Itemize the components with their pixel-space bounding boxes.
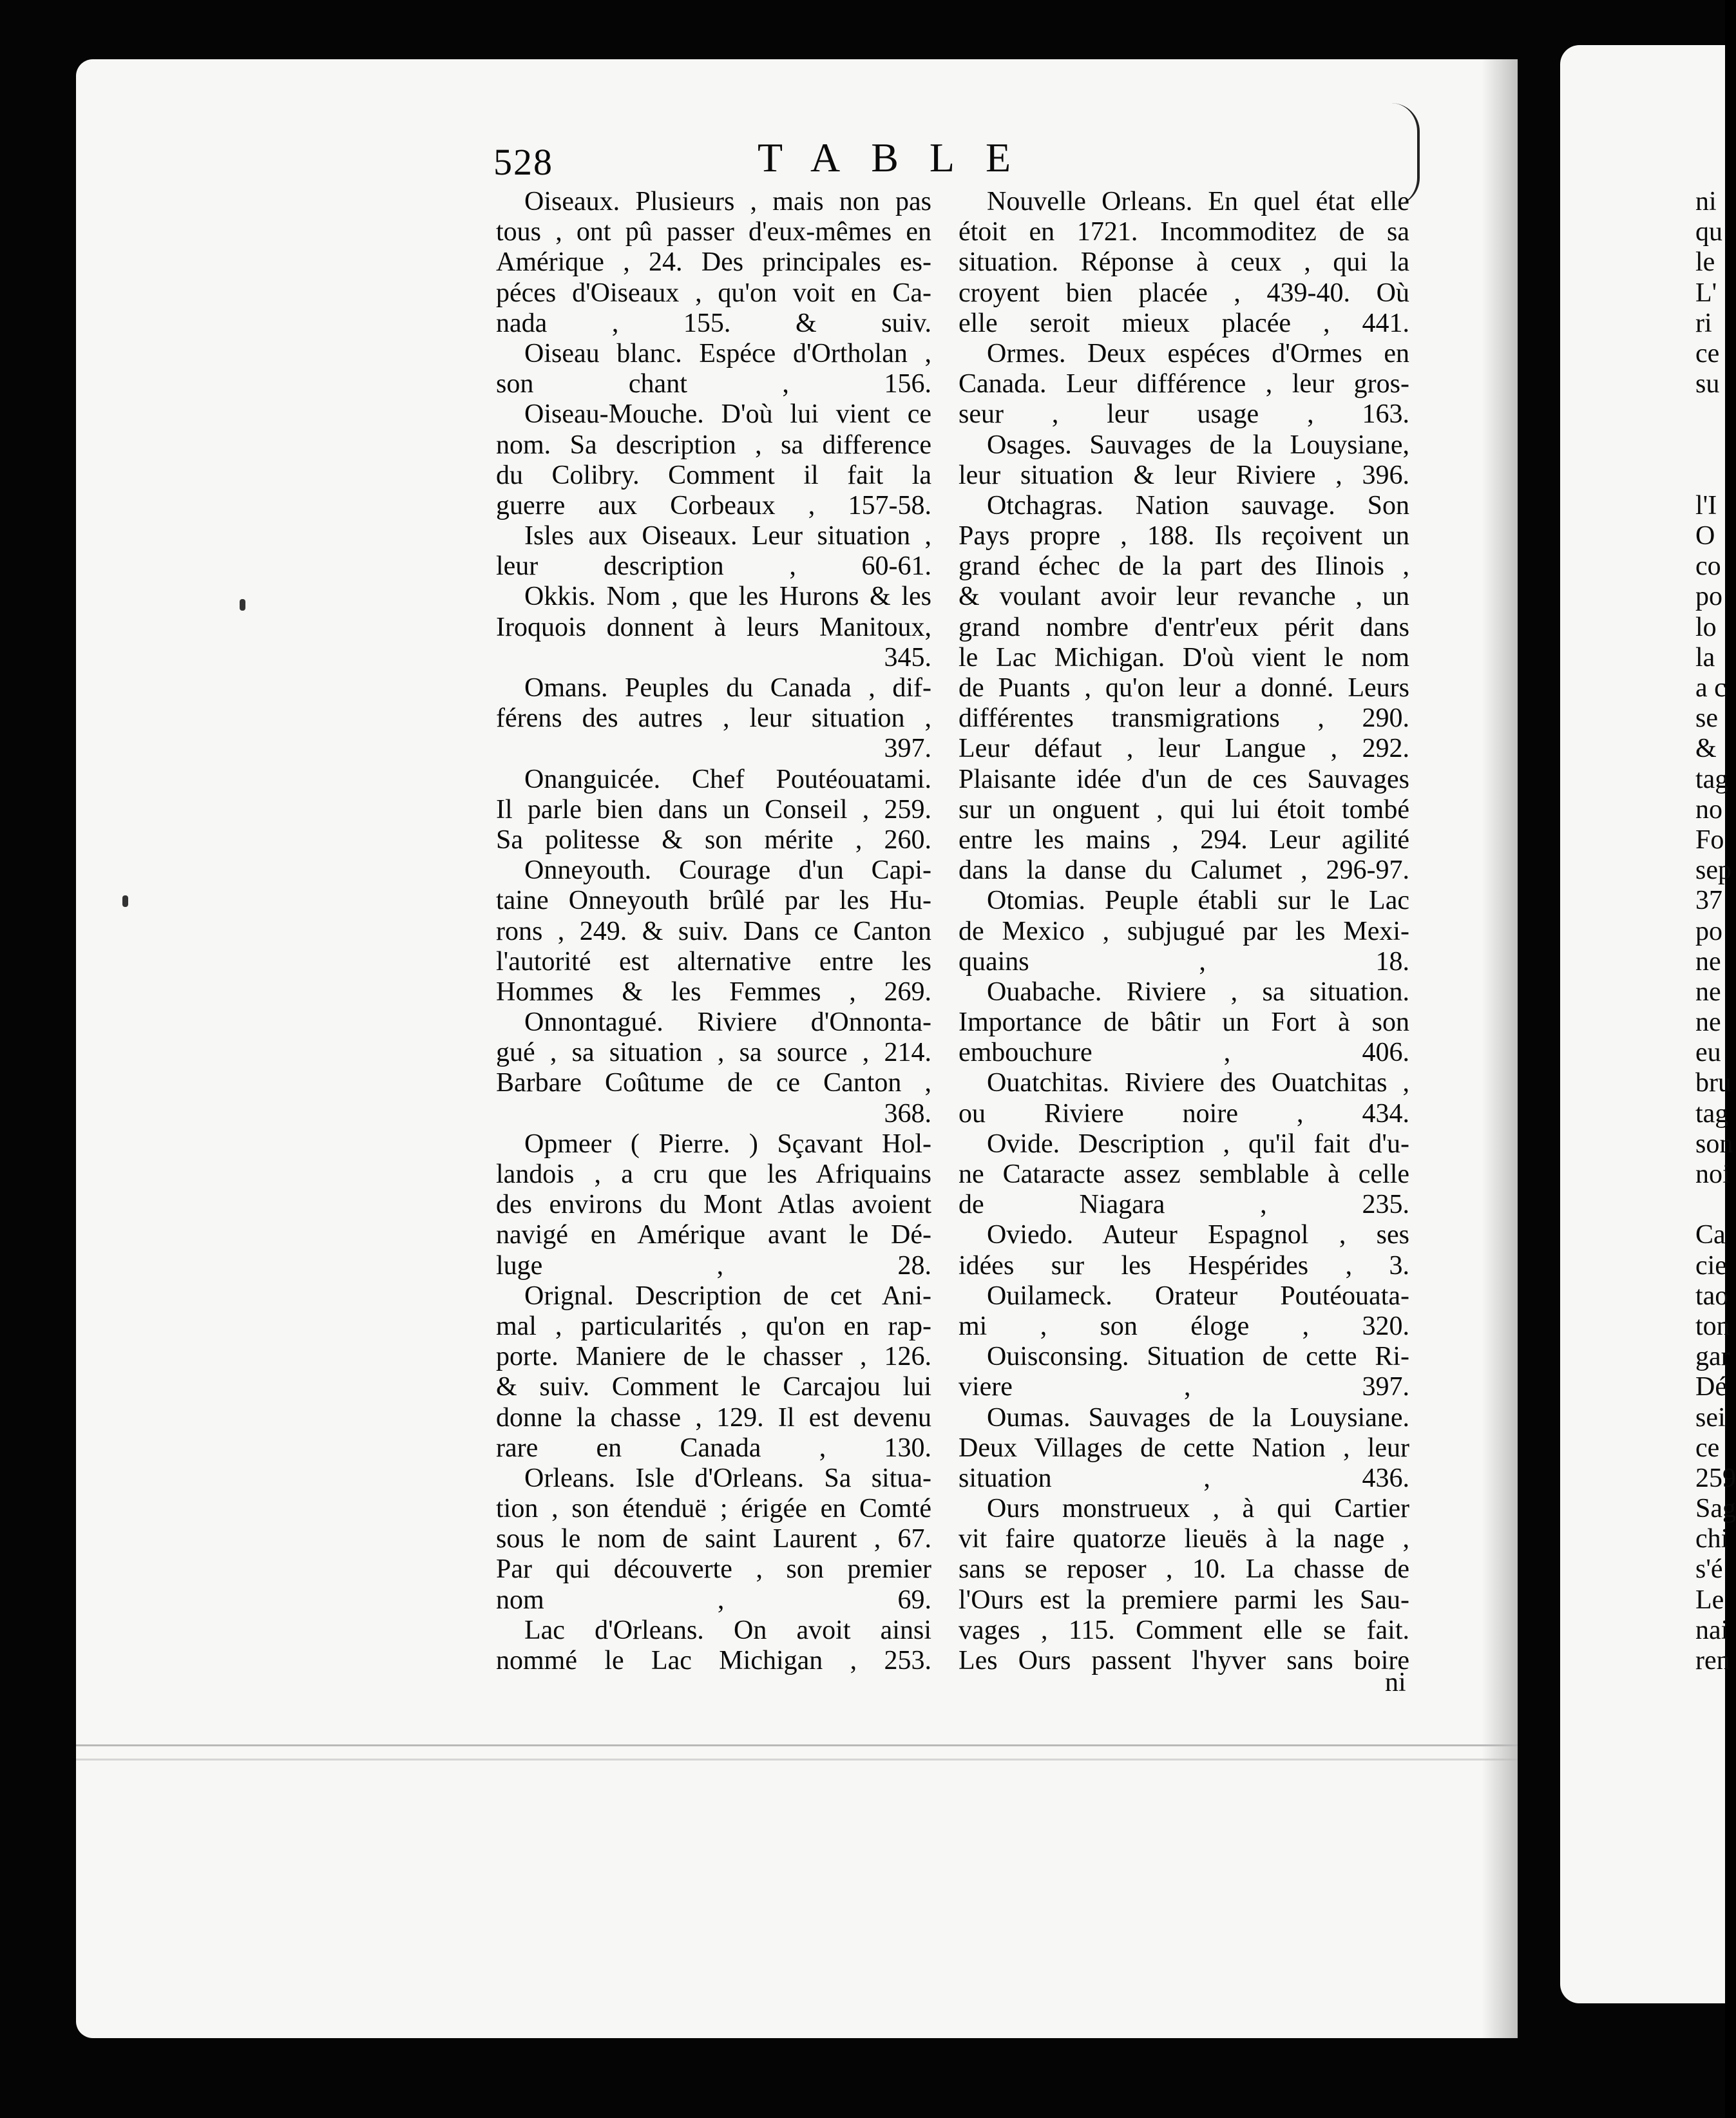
index-line: de Puants , qu'on leur a donné. Leurs	[959, 673, 1409, 703]
facing-page-fragment: lo	[1695, 612, 1717, 642]
index-line: nommé le Lac Michigan , 253.	[496, 1646, 931, 1675]
index-line: tous , ont pû passer d'eux-mêmes en	[496, 217, 931, 247]
margin-speck	[240, 599, 245, 611]
index-line: vit faire quatorze lieuës à la nage ,	[959, 1524, 1409, 1554]
index-line: Plaisante idée d'un de ces Sauvages	[959, 764, 1409, 794]
index-line: rare en Canada , 130.	[496, 1433, 931, 1463]
index-line: grand échec de la part des Ilinois ,	[959, 551, 1409, 582]
index-line: seur , leur usage , 163.	[959, 399, 1409, 430]
running-title: TABLE	[758, 135, 1042, 180]
index-line: péces d'Oiseaux , qu'on voit en Ca-	[496, 278, 931, 308]
facing-page-fragment: ri	[1695, 308, 1712, 338]
facing-page-fragment: Dé	[1695, 1372, 1727, 1402]
facing-page-fragment: po	[1695, 916, 1722, 946]
index-line: Otomias. Peuple établi sur le Lac	[987, 886, 1409, 916]
index-line: ne Cataracte assez semblable à celle	[959, 1159, 1409, 1189]
index-line: Ouatchitas. Riviere des Ouatchitas ,	[987, 1068, 1409, 1098]
index-line: Onnontagué. Riviere d'Onnonta-	[524, 1007, 931, 1038]
index-line: Oiseaux. Plusieurs , mais non pas	[524, 187, 931, 216]
index-line: situation , 436.	[959, 1463, 1409, 1493]
index-line: Ouilameck. Orateur Poutéouata-	[987, 1281, 1409, 1311]
index-line: Iroquois donnent à leurs Manitoux,	[496, 612, 931, 642]
index-line: Oviedo. Auteur Espagnol , ses	[987, 1220, 1409, 1250]
index-line: Il parle bien dans un Conseil , 259.	[496, 794, 931, 825]
index-line: de Mexico , subjugué par les Mexi-	[959, 916, 1409, 946]
index-line: Otchagras. Nation sauvage. Son	[987, 490, 1409, 520]
index-line: nom , 69.	[496, 1585, 931, 1615]
index-line: étoit en 1721. Incommoditez de sa	[959, 217, 1409, 247]
facing-page-fragment: ne	[1695, 946, 1721, 977]
facing-page-fragment: ne	[1695, 1007, 1721, 1038]
facing-page-fragment: O	[1695, 521, 1715, 551]
index-line: du Colibry. Comment il fait la	[496, 460, 931, 490]
index-line: donne la chasse , 129. Il est devenu	[496, 1402, 931, 1433]
index-line: dans la danse du Calumet , 296-97.	[959, 855, 1409, 886]
index-line: viere , 397.	[959, 1372, 1409, 1402]
index-line: Nouvelle Orleans. En quel état elle	[987, 187, 1409, 216]
index-line: Amérique , 24. Des principales es-	[496, 247, 931, 278]
index-line: Ormes. Deux espéces d'Ormes en	[987, 338, 1409, 368]
facing-page-fragment: L'	[1695, 278, 1717, 308]
facing-page-fragment: tag	[1695, 764, 1729, 794]
facing-page-fragment: chi	[1695, 1524, 1729, 1554]
index-column-left	[496, 187, 931, 1676]
index-line: idées sur les Hespérides , 3.	[959, 1250, 1409, 1281]
facing-page-fragment: sep	[1695, 855, 1731, 886]
facing-page-fragment: cie	[1695, 1250, 1727, 1281]
index-line: leur situation & leur Riviere , 396.	[959, 460, 1409, 490]
facing-page-text	[1695, 187, 1736, 1676]
facing-page-fragment: 37	[1695, 886, 1722, 916]
index-line: l'Ours est la premiere parmi les Sau-	[959, 1585, 1409, 1615]
index-line: Omans. Peuples du Canada , dif-	[524, 673, 931, 703]
index-line: quains , 18.	[959, 946, 1409, 977]
facing-page-fragment: tao	[1695, 1281, 1729, 1311]
facing-page-fragment: a c	[1695, 673, 1726, 703]
index-line: sous le nom de saint Laurent , 67.	[496, 1524, 931, 1554]
facing-page-fragment: se	[1695, 703, 1718, 734]
index-line: Ouisconsing. Situation de cette Ri-	[987, 1342, 1409, 1372]
index-line: entre les mains , 294. Leur agilité	[959, 825, 1409, 855]
facing-page-fragment: tag	[1695, 1098, 1729, 1129]
facing-page-fragment	[1695, 1190, 1736, 1220]
index-line: nada , 155. & suiv.	[496, 308, 931, 338]
facing-page-fragment: no	[1695, 794, 1722, 825]
scan-artifact-line	[76, 1744, 1518, 1746]
index-line: différentes transmigrations , 290.	[959, 703, 1409, 734]
facing-page-fragment: ne	[1695, 977, 1721, 1007]
index-line: landois , a cru que les Afriquains	[496, 1159, 931, 1189]
index-line: de Niagara , 235.	[959, 1190, 1409, 1220]
facing-page-fragment: ce	[1695, 1433, 1720, 1463]
index-line: ou Riviere noire , 434.	[959, 1098, 1409, 1129]
facing-page-fragment: bru	[1695, 1068, 1731, 1098]
facing-page-fragment: po	[1695, 582, 1722, 612]
catchword: ni	[1385, 1668, 1406, 1697]
index-line: croyent bien placée , 439-40. Où	[959, 278, 1409, 308]
index-line: Orleans. Isle d'Orleans. Sa situa-	[524, 1463, 931, 1493]
facing-page-fragment: le	[1695, 247, 1715, 278]
index-line: Oiseau-Mouche. D'où lui vient ce	[524, 399, 931, 430]
facing-page-fragment: la	[1695, 642, 1715, 673]
index-line: grand nombre d'entr'eux périt dans	[959, 612, 1409, 642]
index-line: Pays propre , 188. Ils reçoivent un	[959, 521, 1409, 551]
facing-page-fragment: ton	[1695, 1311, 1730, 1341]
facing-page-fragment: ren	[1695, 1646, 1730, 1675]
gutter-shadow	[1482, 59, 1518, 2038]
index-line: Deux Villages de cette Nation , leur	[959, 1433, 1409, 1463]
index-line: tion , son étenduë ; érigée en Comté	[496, 1494, 931, 1524]
index-line: luge , 28.	[496, 1250, 931, 1281]
facing-page-fragment: &	[1695, 734, 1717, 764]
index-line: l'autorité est alternative entre les	[496, 946, 931, 977]
index-line: Par qui découverte , son premier	[496, 1554, 931, 1585]
index-line: férens des autres , leur situation ,	[496, 703, 931, 734]
facing-page-fragment: Fo	[1695, 825, 1724, 855]
index-line: sur un onguent , qui lui étoit tombé	[959, 794, 1409, 825]
index-line: Ours monstrueux , à qui Cartier	[987, 1494, 1409, 1524]
facing-page-fragment: 259	[1695, 1463, 1736, 1493]
index-line: Les Ours passent l'hyver sans boire	[959, 1646, 1409, 1675]
index-line: Lac d'Orleans. On avoit ainsi	[524, 1615, 931, 1645]
index-line: & voulant avoir leur revanche , un	[959, 582, 1409, 612]
index-line: Osages. Sauvages de la Louysiane,	[987, 430, 1409, 460]
facing-page-fragment: nai	[1695, 1615, 1729, 1645]
index-line: nom. Sa description , sa difference	[496, 430, 931, 460]
index-line: leur description , 60-61.	[496, 551, 931, 582]
index-line: vages , 115. Comment elle se fait.	[959, 1615, 1409, 1645]
index-line: navigé en Amérique avant le Dé-	[496, 1220, 931, 1250]
index-line: Onanguicée. Chef Poutéouatami.	[524, 764, 931, 794]
facing-page-fragment	[1695, 399, 1736, 430]
index-line: situation. Réponse à ceux , qui la	[959, 247, 1409, 278]
facing-page-fragment	[1695, 430, 1736, 461]
index-line: Isles aux Oiseaux. Leur situation ,	[524, 521, 931, 551]
index-line: Orignal. Description de cet Ani-	[524, 1281, 931, 1311]
index-line: le Lac Michigan. D'où vient le nom	[959, 642, 1409, 673]
index-line: Ouabache. Riviere , sa situation.	[987, 977, 1409, 1007]
index-line: 368.	[884, 1098, 931, 1129]
index-line: guerre aux Corbeaux , 157-58.	[496, 490, 931, 520]
facing-page-fragment: Le	[1695, 1585, 1724, 1615]
facing-page-fragment: qu	[1695, 217, 1722, 247]
index-line: 345.	[884, 642, 931, 673]
scan-artifact-line	[76, 1759, 1518, 1760]
facing-page-fragment: son	[1695, 1129, 1733, 1159]
index-line: Hommes & les Femmes , 269.	[496, 977, 931, 1007]
index-line: embouchure , 406.	[959, 1038, 1409, 1068]
index-line: Importance de bâtir un Fort à son	[959, 1007, 1409, 1038]
facing-page-fragment: l'I	[1695, 490, 1717, 520]
index-line: Opmeer ( Pierre. ) Sçavant Hol-	[524, 1129, 931, 1159]
facing-page-fragment: gar	[1695, 1342, 1730, 1372]
index-line: son chant , 156.	[496, 369, 931, 399]
index-column-right	[959, 187, 1409, 1676]
page-number: 528	[493, 141, 553, 183]
facing-page-fragment: Sag	[1695, 1494, 1736, 1524]
index-line: Oiseau blanc. Espéce d'Ortholan ,	[524, 338, 931, 368]
facing-page-fragment	[1695, 461, 1736, 491]
facing-page-fragment: eu	[1695, 1038, 1721, 1068]
facing-page-fragment: su	[1695, 369, 1720, 399]
index-line: gué , sa situation , sa source , 214.	[496, 1038, 931, 1068]
index-line: mi , son éloge , 320.	[959, 1311, 1409, 1341]
index-line: elle seroit mieux placée , 441.	[959, 308, 1409, 338]
index-line: mal , particularités , qu'on en rap-	[496, 1311, 931, 1341]
facing-page-fragment: noi	[1695, 1159, 1730, 1189]
index-line: 397.	[884, 734, 931, 764]
index-line: des environs du Mont Atlas avoient	[496, 1190, 931, 1220]
facing-page-fragment: ni	[1695, 187, 1717, 216]
index-line: rons , 249. & suiv. Dans ce Canton	[496, 916, 931, 946]
index-line: porte. Maniere de le chasser , 126.	[496, 1342, 931, 1372]
index-line: Leur défaut , leur Langue , 292.	[959, 734, 1409, 764]
index-line: sans se reposer , 10. La chasse de	[959, 1554, 1409, 1585]
index-line: Ovide. Description , qu'il fait d'u-	[987, 1129, 1409, 1159]
index-line: Barbare Coûtume de ce Canton ,	[496, 1068, 931, 1098]
facing-page-fragment: co	[1695, 551, 1721, 582]
index-line: & suiv. Comment le Carcajou lui	[496, 1372, 931, 1402]
index-line: Onneyouth. Courage d'un Capi-	[524, 855, 931, 886]
index-line: taine Onneyouth brûlé par les Hu-	[496, 886, 931, 916]
index-line: Okkis. Nom , que les Hurons & les	[524, 582, 931, 612]
facing-page-fragment: ce	[1695, 338, 1720, 368]
facing-page-fragment: s'é	[1695, 1554, 1723, 1585]
index-line: Canada. Leur différence , leur gros-	[959, 369, 1409, 399]
index-line: Oumas. Sauvages de la Louysiane.	[987, 1402, 1409, 1433]
facing-page-fragment: Ca	[1695, 1220, 1726, 1250]
facing-page-fragment: sei	[1695, 1402, 1726, 1433]
margin-speck	[122, 895, 128, 907]
index-line: Sa politesse & son mérite , 260.	[496, 825, 931, 855]
